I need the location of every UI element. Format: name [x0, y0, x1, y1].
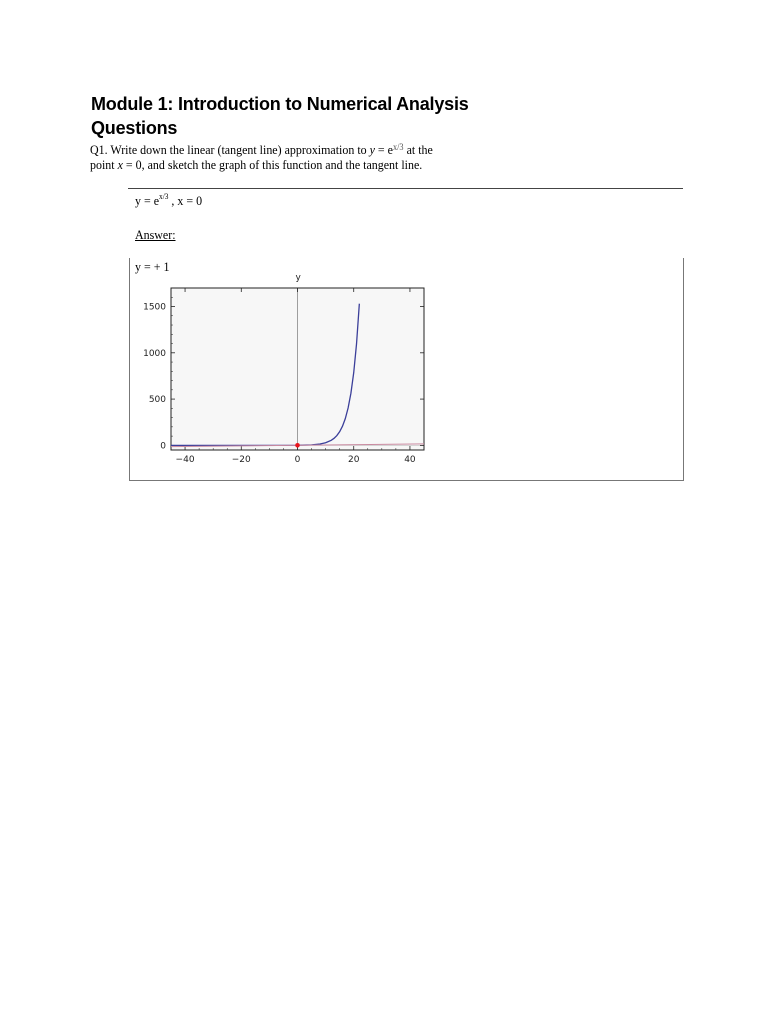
x-tick-label: −40 — [175, 455, 195, 465]
x-tick-label: 20 — [347, 455, 360, 465]
input-exponent: x/3 — [159, 192, 169, 201]
y-tick-label: 1000 — [143, 348, 166, 359]
answer-label: Answer: — [135, 227, 176, 242]
input-lhs: y = e — [135, 193, 160, 208]
tangent-point — [295, 443, 300, 448]
input-rhs: , x = 0 — [168, 193, 203, 208]
question-number: Q1. — [90, 142, 108, 157]
y-tick-label: 500 — [148, 395, 166, 406]
x-tick-label: 40 — [404, 455, 416, 465]
section-title: Questions — [91, 118, 178, 138]
question-line-2 — [90, 157, 422, 173]
function-exponent: x/3 — [392, 142, 404, 152]
y-tick-label: 1500 — [143, 302, 166, 313]
y-axis-label: y — [295, 273, 301, 283]
x-tick-label: −20 — [231, 455, 251, 465]
question-at: at the — [406, 142, 433, 157]
question-text: Write down the linear (tangent line) approximation to — [110, 142, 367, 157]
x-tick-label: 0 — [294, 455, 301, 465]
answer-expression: y = + 1 — [135, 259, 170, 274]
function-y: y — [369, 142, 375, 157]
function-plot — [133, 273, 433, 473]
divider — [128, 188, 683, 189]
question-line-1 — [90, 139, 433, 158]
function-eq: = e — [374, 142, 393, 157]
question-rest: = 0, and sketch the graph of this function and the tangent line. — [122, 157, 423, 172]
question-x: x — [117, 157, 123, 172]
y-tick-label: 0 — [160, 441, 166, 452]
question-point: point — [90, 157, 115, 172]
module-title: Module 1: Introduction to Numerical Analysis — [91, 94, 469, 114]
input-expression — [135, 192, 202, 209]
